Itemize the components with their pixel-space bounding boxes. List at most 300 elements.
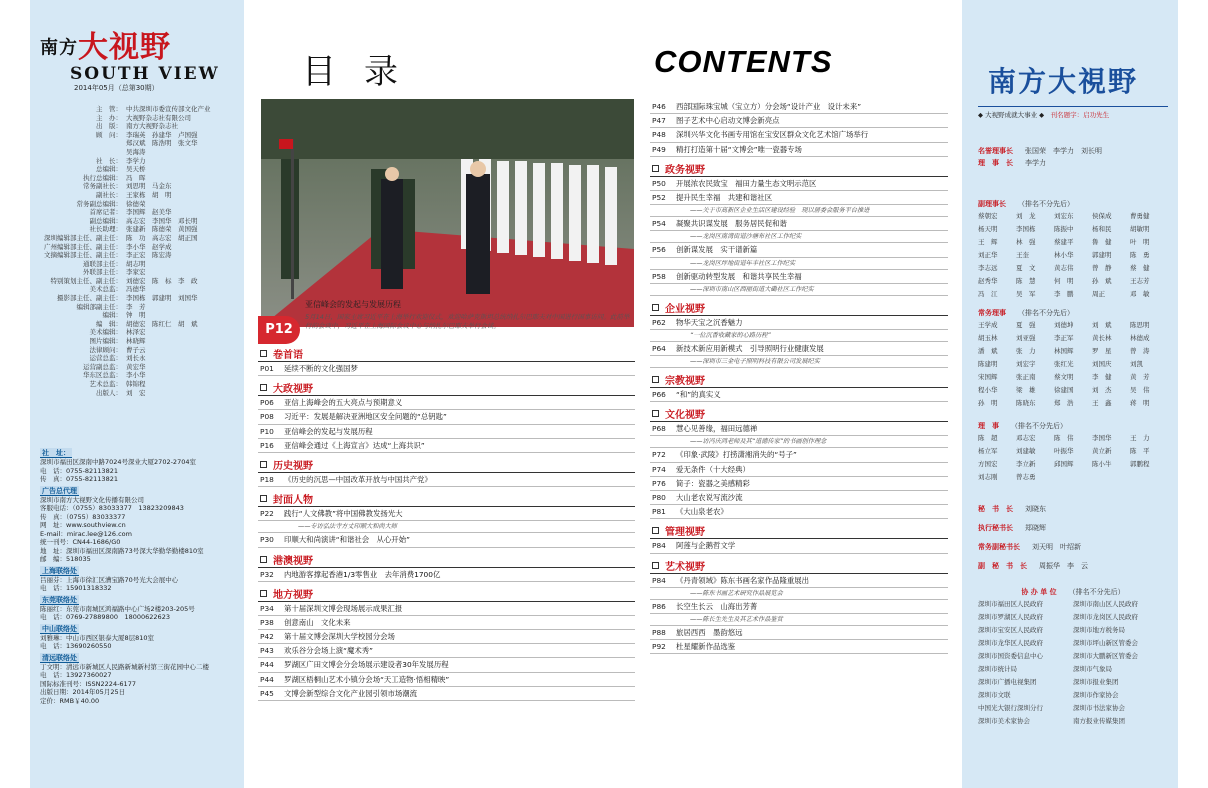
toc-item (650, 477, 948, 491)
page-number: P01 (260, 364, 274, 373)
person-name: 孙 斌 (1092, 277, 1112, 285)
page-number: P76 (652, 478, 666, 488)
section-heading (650, 558, 948, 574)
page-number: P52 (652, 192, 666, 202)
staff-role: 社 长： (96, 156, 122, 165)
page-number: P30 (260, 535, 274, 545)
contact-line: 陈丽红：东莞市南城区鸿福路中心广场2楼203-205号 (40, 604, 195, 613)
page-number: P88 (652, 627, 666, 637)
toc-item (258, 533, 635, 547)
toc-left-column (258, 342, 635, 701)
units-note: （排名不分先后） (1068, 588, 1125, 596)
contact-line: 电 话：13927360027 (40, 671, 112, 679)
checkbox-icon (260, 556, 267, 563)
toc-item (650, 505, 948, 519)
person-name: 陈 平 (1130, 447, 1150, 455)
page-number: P46 (652, 102, 666, 111)
staff-role: 通联部主任： (83, 259, 122, 268)
toc-section (258, 346, 635, 376)
article-title: 创意南山 文化未来 (284, 617, 351, 627)
person-name: 陈 勇 (1130, 251, 1150, 259)
staff-row (40, 148, 240, 157)
staff-role: 编 辑： (96, 319, 122, 328)
section-heading (258, 552, 635, 568)
page-number: P08 (260, 412, 274, 422)
toc-item (650, 217, 948, 231)
staff-role: 外联部主任： (83, 268, 122, 277)
staff-role: 运营总监： (89, 354, 122, 363)
toc-item (650, 388, 948, 402)
role-title: 副 秘 书 长 (978, 562, 1027, 570)
person-name: 邓志宏 (1016, 434, 1036, 442)
staff-row (40, 277, 240, 286)
page-number: P18 (260, 474, 274, 484)
role-names: 张国荣 李学力 刘长明 (1025, 147, 1102, 155)
staff-role: 主 管： (96, 105, 122, 113)
staff-row (40, 157, 240, 166)
council-role (978, 145, 1168, 157)
article-title: 新技术新应用新模式 引导照明行业健康发展 (676, 343, 824, 353)
toc-subtitle: ——龙岗区南湾街道沙塘布社区工作纪实 (650, 231, 948, 243)
toc-subtitle: ——关于市高新区企业生活区建设经验 现以居委会服务平台推进 (650, 205, 948, 217)
person-name: 郑 浩 (1054, 399, 1074, 407)
toc-item (258, 644, 635, 658)
unit-name: 中国光大银行深圳分行 (978, 704, 1043, 712)
toc-subtitle: ——龙岗区坪地街道年丰社区工作纪实 (650, 258, 948, 270)
person-name: 程小华 (978, 386, 998, 394)
toc-item (650, 600, 948, 614)
staff-name: 郑汉斌 陈浩明 张文华 (126, 139, 198, 148)
person-name: 陈思明 (1130, 321, 1150, 329)
section-heading (650, 372, 948, 388)
toc-section (650, 372, 948, 402)
section-name: 大政视野 (273, 384, 313, 396)
unit-list (978, 598, 1168, 728)
checkbox-icon (652, 562, 659, 569)
staff-role: 副总编辑： (89, 216, 122, 225)
toc-item (650, 640, 948, 654)
article-title: 罗湖区梧桐山艺术小镇分会场“天工造物·悟相精映” (284, 674, 450, 684)
staff-row (40, 260, 240, 269)
page-number: P72 (652, 450, 666, 460)
exec-council (978, 307, 1168, 410)
article-title: 慧心见善缘，福田远德禅 (676, 424, 758, 434)
unit-name: 深圳市宝安区人民政府 (978, 626, 1043, 634)
contact-info (40, 446, 240, 705)
secretariat-role (978, 538, 1168, 557)
article-title: 提升民生幸福 共建和谐社区 (676, 192, 773, 202)
contact-line: 网 址：www.southview.cn (40, 521, 126, 529)
staff-name: 李正宏 陈宏涛 (126, 251, 172, 260)
article-title: 印顺大和尚演讲“和谐社会 从心开始” (284, 535, 410, 545)
unit-name: 深圳市统计局 (978, 665, 1017, 673)
article-title: 亚信峰会的发起与发展历程 (284, 426, 373, 436)
council-role (978, 157, 1168, 169)
article-title: 欢乐谷分会场上演“魔术秀” (284, 646, 373, 656)
unit-name: 南方报业传媒集团 (1073, 717, 1125, 725)
person-name: 郭建明 (1092, 251, 1112, 259)
person-name: 刘正华 (978, 251, 998, 259)
article-title: 大山老农说写流沙流 (676, 493, 743, 502)
section-heading (650, 406, 948, 422)
toc-item (650, 316, 948, 330)
staff-row (40, 328, 240, 337)
person-name: 蒋 明 (1130, 399, 1150, 407)
article-title: 第十届深圳文博会现场展示成果汇报 (284, 603, 403, 613)
photo-caption (305, 300, 635, 331)
person-name: 陈振中 (1054, 225, 1074, 233)
page-number: P92 (652, 642, 666, 652)
toc-section (258, 380, 635, 453)
role-names: 刘天明 叶绍新 (1032, 543, 1081, 551)
person-name: 刘 杰 (1092, 386, 1112, 394)
checkbox-icon (652, 527, 659, 534)
toc-section (650, 161, 948, 296)
section-heading (258, 380, 635, 396)
staff-row (40, 174, 240, 183)
person-name: 周正 (1092, 290, 1105, 298)
unit-name: 深圳市书法家协会 (1073, 704, 1125, 712)
unit-name: 深圳市文联 (978, 691, 1011, 699)
page-number: P45 (260, 688, 274, 698)
member-title: 理 事 (978, 422, 999, 430)
person-name: 陈晓东 (1016, 399, 1036, 407)
checkbox-icon (652, 376, 659, 383)
toc-item (650, 100, 948, 114)
issue-number: 2014年05月（总第30期） (74, 83, 159, 92)
page-number: P80 (652, 493, 666, 502)
toc-item (650, 491, 948, 505)
unit-name: 深圳市广播电视集团 (978, 678, 1037, 686)
staff-role: 社长助理： (89, 225, 122, 234)
staff-name: 李国栋 郭建明 刘国华 (126, 294, 198, 303)
staff-role: 艺术总监： (89, 380, 122, 388)
article-title: 《印象·武陵》打捞潇湘消失的“号子” (676, 450, 797, 460)
person-name: 何 明 (1054, 277, 1074, 285)
toc-item (258, 396, 635, 410)
page-number: P56 (652, 245, 666, 255)
vice-names (978, 210, 1168, 301)
staff-row (40, 234, 240, 243)
toc-item (258, 507, 635, 521)
staff-role: 编辑： (102, 311, 122, 320)
title-en: CONTENTS (654, 44, 833, 79)
article-title: 习近平：发展是解决亚洲地区安全问题的“总钥匙” (284, 412, 447, 422)
toc-item (650, 463, 948, 477)
staff-role: 华东区总监： (83, 371, 122, 380)
staff-row (40, 208, 240, 217)
contact-line: 电 话：0755-82113821 (40, 466, 118, 475)
article-title: 物华天宝之沉香魅力 (676, 317, 743, 327)
unit-name: 深圳市福田区人民政府 (978, 600, 1043, 608)
person-name: 林德成 (1130, 334, 1150, 342)
person-name: 蔡朝宏 (978, 212, 998, 220)
article-title: 罗湖区广田文博会分会场展示建设者30年发展历程 (284, 660, 449, 670)
contact-line: E-mail：mirac.lee@126.com (40, 529, 132, 538)
staff-name: 中共深圳市委宣传部文化产业 (126, 105, 211, 113)
staff-role: 首席记者： (89, 208, 122, 217)
page-number: P38 (260, 617, 274, 627)
staff-role: 编辑部副主任： (76, 302, 122, 311)
magazine-logo (40, 32, 230, 93)
staff-role (40, 139, 126, 148)
person-name: 刘宏东 (1054, 212, 1074, 220)
staff-row (40, 303, 240, 312)
toc-item (258, 673, 635, 687)
calligraphy-credit: 刊名题字：启功先生 (1050, 111, 1110, 119)
staff-name: 钟 明 (126, 311, 146, 320)
secretariat-role (978, 557, 1168, 576)
person-name: 王 鑫 (1092, 399, 1112, 407)
contact-line: 统一刊号：CN44-1686/G0 (40, 538, 121, 546)
toc-item (650, 270, 948, 284)
person-name: 邱国辉 (1054, 460, 1074, 468)
person-name: 杨和民 (1092, 225, 1112, 233)
section-name: 历史视野 (273, 460, 313, 472)
page-number: P84 (652, 541, 666, 551)
staff-name: 李瑞英 孙建华 卢国强 (126, 130, 198, 139)
staff-row (40, 346, 240, 355)
right-logo: 南方大視野 (988, 65, 1139, 98)
staff-role: 出版人： (96, 388, 122, 397)
page-number: P42 (260, 632, 274, 642)
staff-name: 冯德华 (126, 285, 146, 294)
toc-section (650, 300, 948, 368)
person-name: 陈小牛 (1092, 460, 1112, 468)
staff-name: 李国辉 赵美华 (126, 208, 172, 217)
vice-note: （排名不分先后） (1018, 200, 1074, 208)
toc-item (258, 473, 635, 487)
page-number: P16 (260, 440, 274, 450)
staff-name: 张建新 陈德荣 黄国强 (126, 225, 198, 234)
person-name: 孙 明 (978, 399, 998, 407)
person-name: 方国宏 (978, 460, 998, 468)
title-cn: 目录 (302, 52, 426, 92)
staff-role: 美术总监： (89, 285, 122, 294)
person-name: 李正军 (1054, 334, 1074, 342)
staff-role: 副社长： (96, 190, 122, 199)
secretariat-role (978, 519, 1168, 538)
contact-heading: 中山联络处 (42, 624, 77, 633)
staff-name: 李 芳 (126, 302, 146, 311)
contact-line: 邮 编：518035 (40, 555, 91, 563)
staff-role: 文摘编辑部主任、副主任： (44, 251, 122, 260)
staff-row (40, 225, 240, 234)
person-name: 罗 星 (1092, 347, 1112, 355)
contact-line: 电 话：15901318332 (40, 584, 112, 592)
toc-section (258, 457, 635, 487)
contact-line: 吕丽芬：上海市徐汇区漕宝路70号光大会展中心 (40, 575, 179, 584)
staff-row (40, 217, 240, 226)
page-number: P48 (652, 130, 666, 140)
toc-subtitle: ——陈东书画艺术研究作品展览会 (650, 588, 948, 600)
checkbox-icon (260, 384, 267, 391)
person-name: 李立新 (1016, 460, 1036, 468)
person-name: 刘建敏 (1016, 447, 1036, 455)
page-number: P74 (652, 464, 666, 474)
person-name: 陈建明 (978, 360, 998, 368)
staff-name: 刘思明 马金东 (126, 182, 172, 191)
person-name: 徐建国 (1054, 386, 1074, 394)
person-name: 刘 龙 (1016, 212, 1036, 220)
role-title: 理 事 长 (978, 159, 1013, 167)
staff-name: 徐德荣 (126, 199, 146, 208)
toc-item (650, 191, 948, 205)
staff-role: 顾 问： (96, 130, 122, 139)
honor-guard-photo (261, 99, 634, 327)
page-number: P34 (260, 603, 274, 613)
person-name: 蔡建平 (1054, 238, 1074, 246)
staff-name: 胡德宏 陈红仁 胡 斌 (126, 319, 198, 328)
person-name: 杨天明 (978, 225, 998, 233)
role-title: 常务副秘书长 (978, 543, 1020, 551)
person-name: 胡敏明 (1130, 225, 1150, 233)
staff-role (40, 148, 126, 157)
toc-item (258, 568, 635, 582)
person-name: 蔡文明 (1054, 373, 1074, 381)
contact-heading: 广告总代理 (42, 486, 77, 495)
toc-section (258, 491, 635, 547)
contact-heading: 社 址： (42, 449, 70, 457)
person-name: 李志远 (978, 264, 998, 272)
role-title: 执行秘书长 (978, 524, 1013, 532)
toc-item (650, 177, 948, 191)
staff-role: 特别策划主任、副主任： (50, 276, 122, 285)
person-name: 杨立军 (978, 447, 998, 455)
person-name: 侯保成 (1092, 212, 1112, 220)
staff-role: 广州编辑部主任、副主任： (44, 242, 122, 251)
toc-item (258, 410, 635, 424)
toc-item (258, 425, 635, 439)
staff-row (40, 294, 240, 303)
photo-title: 亚信峰会的发起与发展历程 (305, 300, 401, 309)
staff-role: 主 办： (96, 113, 122, 122)
person-name: 陈 超 (978, 434, 998, 442)
section-name: 艺术视野 (665, 561, 705, 573)
article-title: 《丹青领域》陈东书画名家作品隆重展出 (676, 575, 810, 585)
member-note: （排名不分先后） (1011, 422, 1067, 430)
article-title: 杜星耀新作品选鉴 (676, 642, 736, 652)
person-name: 夏 强 (1016, 321, 1036, 329)
staff-row (40, 363, 240, 372)
staff-row (40, 105, 240, 114)
exec-title: 常务理事 (978, 309, 1006, 317)
staff-name: 刘德宏 陈 标 李 政 (126, 276, 198, 285)
council-leaders (978, 145, 1168, 169)
article-title: 《历史的沉思—中国改革开放与中国共产党》 (284, 474, 432, 484)
page-number: P68 (652, 424, 666, 434)
person-name: 潘 斌 (978, 347, 998, 355)
section-heading (650, 523, 948, 539)
toc-right-column (650, 100, 948, 654)
article-title: 《大山泉老农》 (676, 507, 728, 517)
staff-name: 大视野杂志社有限公司 (126, 113, 191, 122)
role-names: 刘晓东 (1025, 505, 1046, 513)
person-name: 张红光 (1054, 360, 1074, 368)
contact-line: 客服电话：（0755）83033377 13823209843 (40, 504, 184, 512)
page-number: P43 (260, 646, 274, 656)
toc-section (258, 586, 635, 701)
person-name: 邓 敏 (1130, 290, 1150, 298)
toc-item (650, 626, 948, 640)
role-title: 名誉理事长 (978, 147, 1013, 155)
contact-heading: 清远联络处 (42, 653, 77, 662)
exec-note: （排名不分先后） (1018, 309, 1074, 317)
person-name: 黄长林 (1092, 334, 1112, 342)
contact-line: 传 真：（0755）83033377 (40, 512, 126, 521)
staff-row (40, 320, 240, 329)
checkbox-icon (652, 410, 659, 417)
page-number: P64 (652, 343, 666, 353)
staff-name: 李小华 赵学成 (126, 242, 172, 251)
person-name: 陈 伟 (1054, 434, 1074, 442)
person-name: 曾志勇 (1016, 473, 1036, 481)
section-name: 港澳视野 (273, 555, 313, 567)
staff-row (40, 354, 240, 363)
toc-item (650, 448, 948, 462)
person-name: 李 鹏 (1054, 290, 1074, 298)
toc-item (650, 114, 948, 128)
article-title: 阿莲与企鹅哲文学 (676, 541, 736, 551)
section-name: 企业视野 (665, 303, 705, 315)
toc-item (650, 243, 948, 257)
person-name: 蔡 健 (1130, 264, 1150, 272)
contact-line: 丁文明：清远市新城区人民路新城新村第三街花园中心二楼 (40, 662, 209, 671)
unit-name: 深圳市罗湖区人民政府 (978, 613, 1043, 621)
staff-row (40, 251, 240, 260)
logo-en: SOUTH VIEW (70, 63, 220, 84)
secretariat (978, 500, 1168, 576)
toc-subtitle: ——专访弘法寺方丈印顺大和尚大师 (258, 521, 635, 533)
page-number: P06 (260, 398, 274, 408)
staff-name: 陈 功 高志宏 胡正国 (126, 233, 198, 242)
unit-name: 深圳市国资委信息中心 (978, 652, 1043, 660)
toc-item (258, 616, 635, 630)
toc-item (258, 658, 635, 672)
person-name: 黄志伟 (1054, 264, 1074, 272)
section-name: 政务视野 (665, 164, 705, 176)
section-name: 地方视野 (273, 589, 313, 601)
contact-line: 传 真：0755-82113821 (40, 475, 118, 483)
role-names: 郑晓辉 (1025, 524, 1046, 532)
staff-name: 吴海涛 (126, 147, 146, 156)
section-heading (650, 161, 948, 177)
contact-line: 定价：RMB￥40.00 (40, 696, 100, 705)
role-names: 李学力 (1025, 159, 1046, 167)
staff-role: 深圳编辑部主任、副主任： (44, 233, 122, 242)
article-title: 西部国际珠宝城（宝立方）分会场“设计产业 设计未来” (676, 102, 862, 111)
staff-row (40, 114, 240, 123)
article-title: 凝聚共识谋发展 服务居民促和谐 (676, 219, 787, 229)
page-number: P49 (652, 144, 666, 154)
person-name: 李国华 (1092, 434, 1112, 442)
person-name: 曾 涛 (1130, 347, 1150, 355)
vice-title: 副理事长 (978, 200, 1006, 208)
toc-item (258, 439, 635, 453)
staff-role: 美术编辑： (89, 328, 122, 337)
checkbox-icon (652, 165, 659, 172)
staff-row (40, 200, 240, 209)
staff-name: 冯 晖 (126, 173, 146, 182)
contact-line: 电 话：0769-27889800 18000622623 (40, 613, 170, 621)
page-number: P32 (260, 569, 274, 579)
staff-row (40, 165, 240, 174)
staff-name: 南方大视野杂志社 (126, 122, 178, 131)
council-members (978, 420, 1168, 484)
page-number: P84 (652, 575, 666, 585)
person-name: 刘凯 (1130, 360, 1143, 368)
person-name: 刘亚强 (1016, 334, 1036, 342)
